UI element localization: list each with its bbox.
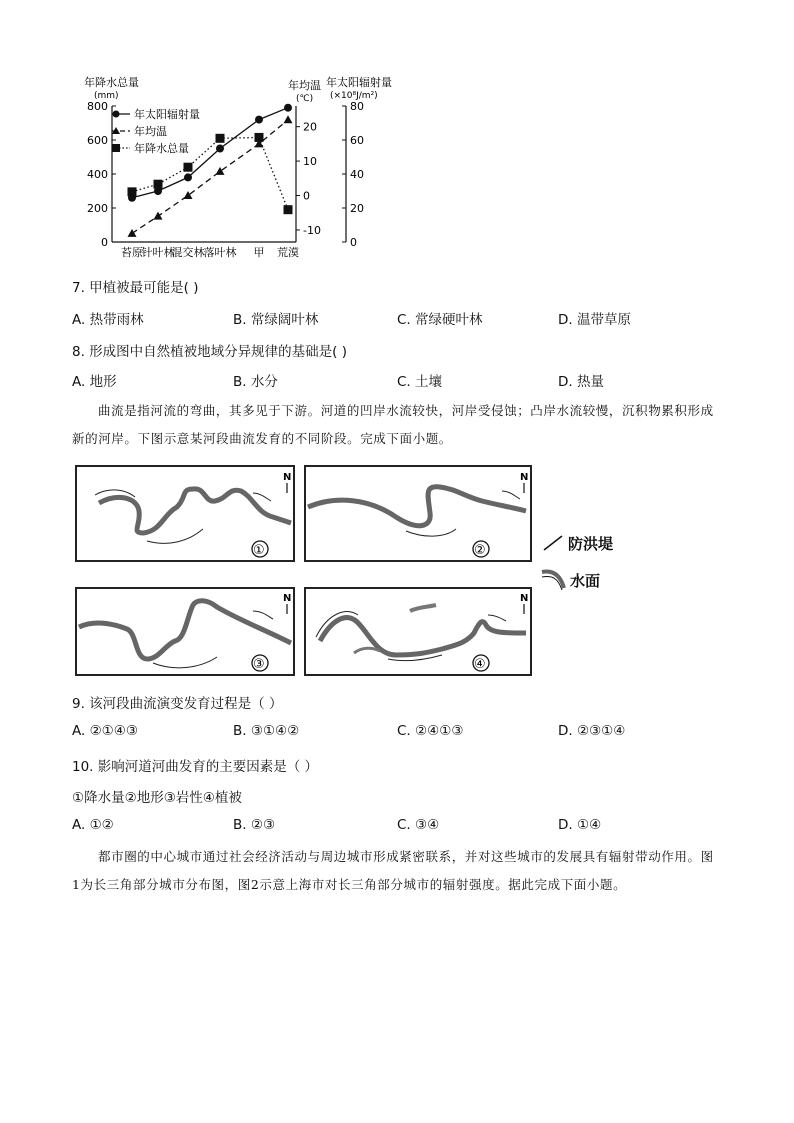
left-axis-tick-label: 200 (87, 202, 108, 215)
data-point-radiation (184, 173, 192, 181)
levee-legend-icon (540, 532, 568, 554)
question-10-stem: 10. 影响河道河曲发育的主要因素是（ ） (72, 759, 319, 775)
legend-item-precipitation (112, 141, 189, 155)
left-axis-tick-label: 600 (87, 134, 108, 147)
data-point-precipitation (216, 134, 225, 143)
q9-option-b[interactable]: B. ③①④② (233, 723, 300, 739)
right-axis2-title: 年太阳辐射量 (326, 76, 392, 89)
q7-option-a[interactable]: A. 热带雨林 (72, 312, 144, 328)
left-axis-unit: (mm) (94, 91, 119, 101)
q7-option-d[interactable]: D. 温带草原 (558, 312, 631, 328)
data-point-temperature (128, 229, 137, 237)
right-axis2-tick-label: 80 (350, 100, 364, 113)
data-point-precipitation (184, 163, 193, 172)
x-category-label: 落叶林 (203, 246, 237, 259)
q10-option-a[interactable]: A. ①② (72, 817, 114, 833)
data-point-temperature (184, 191, 193, 199)
legend-levee-label: 防洪堤 (568, 535, 614, 553)
q10-option-c[interactable]: C. ③④ (397, 817, 440, 833)
data-point-temperature (216, 167, 225, 175)
question-10-statements: ①降水量②地形③岩性④植被 (72, 790, 242, 806)
passage-metropolitan: 都市圈的中心城市通过社会经济活动与周边城市形成紧密联系，并对这些城市的发展具有辐射带动作用。图1为长三角部分城市分布图，图2示意上海市对长三角部分城市的辐射强度。据此完成下面小题。 (72, 849, 714, 892)
river-panel-1 (75, 465, 295, 562)
x-category-label: 针叶林 (141, 246, 175, 259)
right-axis2-tick-label: 20 (350, 202, 364, 215)
q8-option-d[interactable]: D. 热量 (558, 374, 604, 390)
legend-label-temperature: 年均温 (134, 125, 167, 138)
north-label: N (520, 472, 529, 483)
data-point-precipitation (128, 187, 137, 196)
circle-marker-icon (113, 111, 120, 118)
right-axis1-tick-label: -10 (303, 223, 321, 237)
question-7-stem: 7. 甲植被最可能是( ) (72, 280, 199, 296)
right-axis1-unit: (℃) (296, 94, 314, 104)
right-axis2-unit: (×10⁸J/m²) (330, 91, 378, 101)
legend-label-precipitation: 年降水总量 (134, 142, 189, 155)
data-point-precipitation (154, 180, 163, 189)
right-axis2-tick-label: 60 (350, 134, 364, 147)
legend-item-radiation (112, 107, 200, 121)
q9-option-a[interactable]: A. ②①④③ (72, 723, 138, 739)
q8-option-b[interactable]: B. 水分 (233, 374, 278, 390)
data-point-temperature (284, 115, 293, 123)
north-label: N (283, 593, 292, 604)
right-axis1-tick-label: 0 (303, 189, 310, 203)
x-category-label: 荒漠 (277, 246, 299, 259)
data-point-radiation (216, 145, 224, 153)
data-point-precipitation (284, 205, 293, 214)
chart-series (128, 104, 293, 237)
left-axis-title: 年降水总量 (84, 76, 139, 89)
data-point-radiation (255, 116, 263, 124)
left-axis-tick-label: 0 (101, 236, 108, 249)
legend-water-label: 水面 (570, 572, 601, 590)
question-9-stem: 9. 该河段曲流演变发育过程是（ ） (72, 696, 283, 712)
left-axis-tick-label: 400 (87, 168, 108, 181)
panel-label-4: ④ (474, 657, 486, 672)
right-axis1-tick-label: 20 (303, 120, 317, 134)
legend-label-radiation: 年太阳辐射量 (134, 108, 200, 121)
panel-label-1: ① (253, 543, 265, 558)
square-marker-icon (112, 144, 120, 152)
right-axis2-tick-label: 0 (350, 236, 357, 249)
data-point-precipitation (255, 133, 264, 142)
q7-option-b[interactable]: B. 常绿阔叶林 (233, 312, 319, 328)
q10-option-d[interactable]: D. ①④ (558, 817, 602, 833)
q9-option-d[interactable]: D. ②③①④ (558, 723, 626, 739)
passage-meander: 曲流是指河流的弯曲，其多见于下游。河道的凹岸水流较快，河岸受侵蚀；凸岸水流较慢，沉积物累积形成新的河岸。下图示意某河段曲流发育的不同阶段。完成下面小题。 (72, 403, 714, 446)
river-panel-4 (304, 587, 532, 676)
x-category-label: 混交林 (171, 246, 205, 259)
x-category-label: 甲 (253, 246, 265, 259)
vegetation-climate-chart (60, 72, 420, 262)
q9-option-c[interactable]: C. ②④①③ (397, 723, 464, 739)
right-axis1-title: 年均温 (288, 79, 321, 92)
q10-option-b[interactable]: B. ②③ (233, 817, 276, 833)
river-panel-2 (304, 465, 532, 562)
right-axis1-tick-label: 10 (303, 155, 317, 169)
north-label: N (283, 472, 292, 483)
q8-option-a[interactable]: A. 地形 (72, 374, 117, 390)
water-surface-legend-icon (538, 566, 570, 592)
question-8-stem: 8. 形成图中自然植被地域分异规律的基础是( ) (72, 344, 347, 360)
north-label: N (520, 593, 529, 604)
river-panel-3 (75, 587, 295, 676)
panel-label-2: ② (474, 543, 486, 558)
data-point-radiation (284, 104, 292, 112)
q8-option-c[interactable]: C. 土壤 (397, 374, 443, 390)
x-category-label: 苔原 (121, 246, 143, 259)
q7-option-c[interactable]: C. 常绿硬叶林 (397, 312, 483, 328)
legend-item-temperature (112, 124, 167, 138)
chart-legend (112, 107, 200, 155)
right-axis2-tick-label: 40 (350, 168, 364, 181)
panel-label-3: ③ (253, 657, 265, 672)
data-point-temperature (154, 212, 163, 220)
left-axis-tick-label: 800 (87, 100, 108, 113)
